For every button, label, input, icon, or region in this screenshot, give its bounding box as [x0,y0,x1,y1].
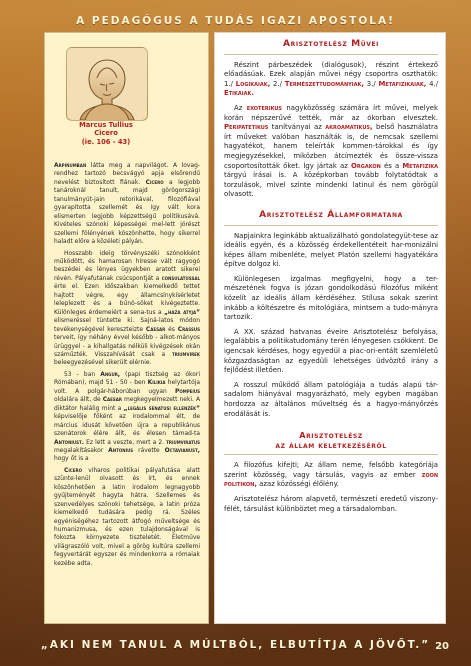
left-p3-part-4: Kilikia [147,379,166,387]
left-p2-part-5: elismeréssel tüntette ki. Sajná-latos módon tevékenységével kereszteizte [54,317,200,333]
left-p3-part-18: Octavianust, [164,446,200,454]
portrait-image [66,47,148,121]
origin-p1-part-3: azaz közösségi élőlény. [256,480,339,489]
left-p2-part-2: consulatussal [161,274,200,282]
left-paragraph-3 [54,371,200,464]
works-p1-part-1: Részint párbeszédek (dialógusok), részint értekező előadásúak. Ezek alapján művei négy csoportra oszthatók: 1./ [224,60,438,88]
portrait-name-line2: Cicero [94,129,118,137]
origin-paragraph-2 [224,495,438,514]
state-forms-p1-text: Napjainkra leginkább aktualizálható gondolategyüt-tese az ideális egyén, és a közösség érdekellentéteit har-monizálni képes állam mibenléte, melyet Platón szellemi hagyatékára építve dolgoz ki. [224,231,438,269]
portrait-years: (ie. 106 - 43) [81,138,131,146]
state-forms-paragraph-3 [224,328,438,376]
works-p2-part-5: tanítványai az [268,123,326,132]
left-p3-part-19: hogy őt is a [54,455,89,463]
works-p2-part-9: és a [380,161,403,170]
left-p4-part-1: Cicero [64,466,82,474]
cicero-bust-illustration [67,48,147,120]
left-p2-part-6: Caesar [145,325,166,333]
section-title-origin-line1: Arisztotelész [299,430,363,441]
section-title-origin-line2: az állam keletkezéséről [275,440,387,451]
left-p3-part-8: Caesar [102,396,122,404]
works-p2-part-3: nagyközösség számára írt művei, melyek korán népszerűvé tették, már az ókorban elvesztek. [224,103,439,122]
right-text [224,40,438,615]
footer-quote: „AKI NEM TANUL A MÚLTBÓL, ELBUTÍTJA A JÖVŐT.” [40,639,431,651]
portrait-caption [66,121,146,146]
works-p2-part-11: tárgyú írásai is. A középkorban tovább folytatódtak a torzulások, mivel szinte mindenki latinul és nem görögül olvasott. [224,171,438,199]
left-p3-part-6: Pompeius [174,387,200,395]
origin-p1-part-1: A filozófus kifejti; Az állam neme, felsőbb kategóriája szerint közösség, vagy társulás, vagyis az ember [224,461,438,479]
left-p3-part-16: Antonius [108,446,134,454]
left-p2-part-3: érte el. Ezen időszakban kiemelkedő tettet hajtott végre, egy államcsínykísérletet leleplezett és a bűnö-söket kivégeztette. Különleges érdemeiért a sena-tus a [54,283,200,316]
left-paragraph-1 [54,162,200,247]
portrait-card [66,47,146,161]
state-forms-p3-text: A XX. század hatvanas éveire Arisztotelész befolyása, legalábbis a politikatudomány terén lényegesen csökkent. De igencsak kérdéses, hogy egyedül a piac-ori-entált szemléletű közgazdaságtan az egyedüli lehetséges üdvözítő irány a fejlődést illetően. [224,327,438,375]
left-p2-part-9: terveit, így néhány évvel később - alkot-mányos ürüggyel - a kihallgatás nélküli kivégzések okán száműzték. Visszahívását csak a [54,334,200,358]
origin-paragraph-1 [224,461,438,490]
works-p1-part-4: Természettudományiak, [284,79,364,88]
works-paragraph-2 [224,104,438,200]
works-p1-part-3: 2./ [270,79,285,88]
section-title-works: Arisztotelész Művei [282,39,379,49]
left-p2-part-11: beleegyezésével sikerült elérnie. [54,359,152,367]
works-p1-part-6: Metafizikaiak, [378,79,427,88]
works-p2-part-7: belső használatra írt műveket valóban használták is, de nemcsak szellemi hagyatékot, hanem teleírták kommen-tárokkal és így megjegyzésekkel, miközben átcímezték és össze-vissza csoportosították őket. Így jártak az [224,123,439,170]
left-p4-part-2: viharos politikai pályafutása alatt szünte-lenül olvasott és írt, és ennek köszönhetően a latin irodalom legnagyobb gyűjteményét hagyta hátra. Szellemes és szenvedélyes szónoki tehetsége, a latin próza kiemelkedő tudására pedig rá. Széles egyéniségéhez tartozott átfogó műveltsége és humanizmusa, és ezen tulajdonságával is fokozta környezete tiszteletét. Életműve világraszóló volt, mivel a görög kultúra szellemi fegyvertárát egyszer és mindenkorra a rómaiak kezébe adta. [54,466,200,567]
portrait-name-line1: Marcus Tullius [79,121,133,129]
left-p3-part-10: „legális senatusi ellenzék” [123,404,200,412]
state-forms-paragraph-2 [224,275,438,323]
works-p1-part-7: 4./ [426,79,439,88]
origin-p1-part-2: zoon politikon, [224,470,438,489]
section-title-state-forms: Arisztotelész Államformatana [259,209,403,220]
left-p3-part-12: Antoniust. [54,438,85,446]
works-p2-part-2: exoterikus [246,103,283,112]
works-p2-part-10: Metafizika [402,161,438,170]
left-p3-part-9: megkegyelmezett neki. A diktátor halálig mint a [54,396,200,412]
page-footer [0,634,471,656]
page-number: 20 [435,641,449,652]
state-forms-paragraph-1 [224,232,438,270]
left-p3-part-11: képviselője főként az irodalommal élt, de március idusát követően újra a republikánus szenátorok élére állt, és élesen támad-ta [54,413,200,438]
state-forms-p2-text: Különlegesen izgalmas megfigyelni, hogy a ter-mészetének fogva is józan gondolkodású filozófus miként közelít az ideális állam kérdéséhez. Stílusa sokak szerint inkább a költészetre és mitológiára, mintsem a tudo-mányra tartozik. [224,274,438,322]
left-p2-part-1: Hosszabb ideig törvényszéki szónokként működött, és hamarosan híresse vált ragyogó beszédei és lényes ügyekben aratott sikerei révén. Pályafutának csúcspontját a [54,249,200,282]
works-p2-part-6: akroamatikus, [325,123,373,132]
section-rule-state-forms [224,225,438,226]
left-p3-part-2: Angur, [100,370,121,378]
origin-p2-text: Arisztotelész három alapvető, természeti eredetű viszony-félét, társulást különböztet meg a társadalomban. [224,494,438,513]
section-title-origin [224,430,438,450]
section-rule-works [224,54,438,55]
works-p2-part-8: Orgakon [351,161,381,170]
left-p3-part-5: helytartója volt. A polgár-háborúban ugyan [54,379,201,395]
works-paragraph-1 [224,61,438,99]
left-p3-part-13: Ez lett a veszte, mert a 2. [84,438,167,446]
left-p2-part-7: és [165,325,178,333]
header-text: A PEDAGÓGUS A TUDÁS IGAZI APOSTOLA! [76,15,395,27]
left-p3-part-3: (papi tisztség az ókori Rómában), majd 51 - 50 - ben [54,370,201,387]
works-p1-part-2: Logikaiak, [235,79,271,88]
works-p2-part-1: Az [234,103,247,112]
works-p2-part-4: Peripatetikus [224,123,269,132]
left-p2-part-10: triumvirek [171,350,200,358]
left-p3-part-17: rávette [133,446,165,454]
works-p1-part-5: 3./ [363,79,379,88]
left-p2-part-8: Crassus [177,325,200,333]
section-rule-origin [224,454,438,455]
left-p2-part-4: „haza atyja” [164,308,200,316]
state-forms-paragraph-4 [224,381,438,419]
left-p1-part-3: Cicero [145,178,164,186]
left-text [54,162,200,617]
left-p3-part-7: oldalára állt, de [54,396,103,404]
state-forms-p4-text: A rosszul működő állam patológiája a tudás alapú tár-sadalom hiányával magyarázható, mely egyben magában hordozza az általános műveltség és a hagyo-mányőrzés erodálását is. [224,380,438,418]
left-p3-part-15: megalakításakor [54,446,109,454]
left-p1-part-2: látta meg a napvilágot. A lovag-rendhez tartozó becsvágyó apja elsőrendű nevelést biztosított fiának. [54,162,200,186]
works-p1-part-8: Etikaiak. [224,89,254,98]
left-p3-part-1: 53 - ban [64,370,101,378]
left-paragraph-4 [54,467,200,568]
left-p1-part-1: Arpinumban [54,162,87,169]
page-header [0,10,471,32]
left-paragraph-2 [54,250,200,368]
left-p3-part-14: triumviratus [166,438,200,446]
left-p1-part-4: a legjobb tanároknál tanult, majd görögországi tanulmányút-jain retorikával, filozófiával gyarapította szellemét és így vált kora elismerten legjobb képzettségű politikusává. Kivételes szónoki képességei mel-lett jórészt szellemi fölényének köszönhette, hogy sikerrel haladt előre a közéleti pályán. [54,178,200,246]
